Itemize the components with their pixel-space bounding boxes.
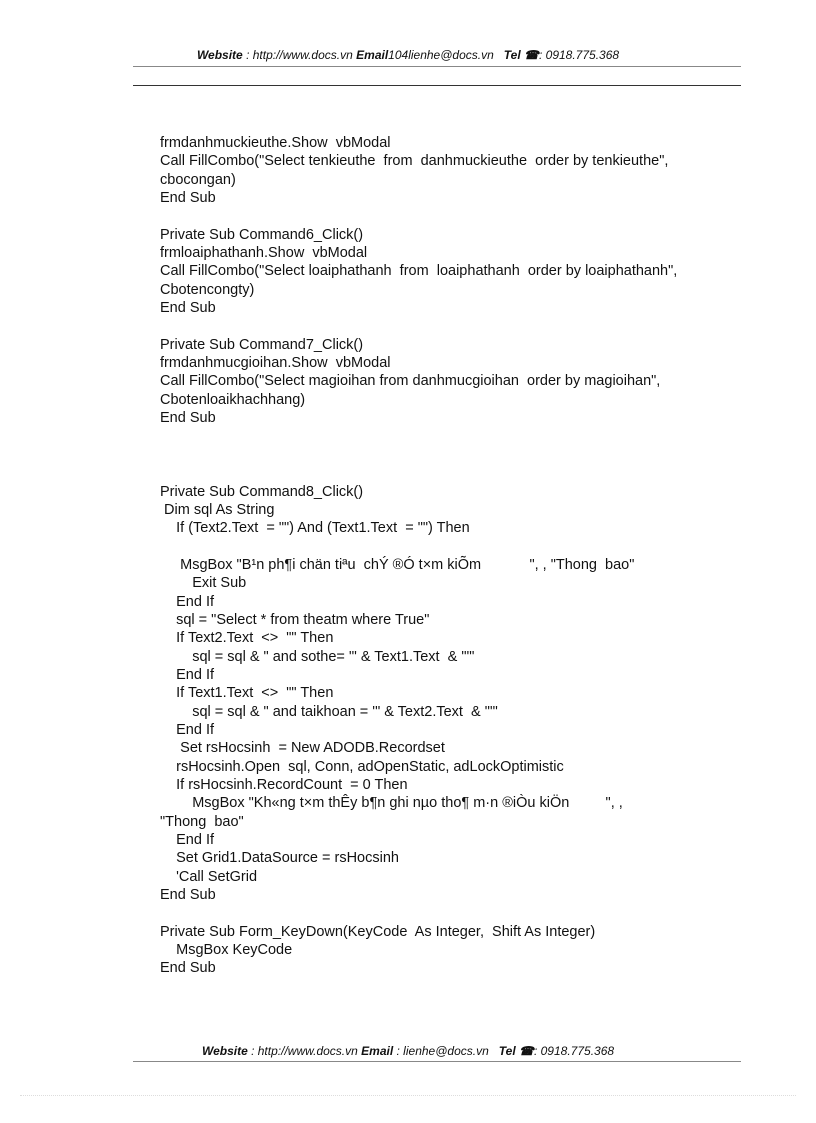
header-tel-value: : 0918.775.368 — [538, 48, 620, 62]
code-line: End Sub — [160, 300, 216, 317]
code-line: 'Call SetGrid — [160, 868, 258, 885]
code-line: frmloaiphathanh.Show vbModal — [160, 245, 368, 262]
code-line: MsgBox "Kh«ng t×m thÊy b¶n ghi nµo tho¶ m·n ®iÒu kiÖn ", , — [160, 795, 623, 812]
header-website-label: Website — [196, 48, 243, 62]
code-line: End If — [160, 666, 214, 683]
code-line: Private Sub Command6_Click() — [160, 226, 364, 243]
page-bottom-edge — [20, 1095, 796, 1096]
code-line: End Sub — [160, 960, 216, 977]
code-line: Dim sql As String — [160, 501, 275, 518]
code-line: If Text1.Text <> "" Then — [160, 685, 334, 702]
code-line: Set rsHocsinh = New ADODB.Recordset — [160, 740, 445, 757]
code-line: Cbotencongty) — [160, 281, 255, 298]
code-line: sql = sql & " and sothe= '" & Text1.Text & "'" — [160, 648, 475, 665]
footer-website-label: Website — [201, 1044, 248, 1058]
code-line: Exit Sub — [160, 575, 247, 592]
code-line: sql = sql & " and taikhoan = '" & Text2.Text & "'" — [160, 703, 498, 720]
code-line: Call FillCombo("Select loaiphathanh from loaiphathanh order by loaiphathanh", — [160, 263, 678, 280]
code-line — [160, 904, 760, 922]
code-line: cbocongan) — [160, 171, 236, 188]
footer-website-link[interactable]: : http://www.docs.vn — [251, 1044, 358, 1058]
footer-tel-value: : 0918.775.368 — [533, 1044, 615, 1058]
code-line: If Text2.Text <> "" Then — [160, 630, 334, 647]
code-line: If (Text2.Text = "") And (Text1.Text = "") Then — [160, 520, 470, 537]
code-line — [160, 207, 760, 225]
code-line: sql = "Select * from theatm where True" — [160, 611, 430, 628]
code-line — [160, 538, 760, 556]
code-line: Private Sub Command7_Click() — [160, 336, 364, 353]
code-line: Call FillCombo("Select magioihan from danhmucgioihan order by magioihan", — [160, 373, 661, 390]
phone-icon: ☎ — [524, 48, 539, 62]
code-line: End Sub — [160, 410, 216, 427]
code-line: Call FillCombo("Select tenkieuthe from danhmuckieuthe order by tenkieuthe", — [160, 153, 669, 170]
code-line: End If — [160, 722, 214, 738]
code-line: End Sub — [160, 190, 216, 207]
page-header — [0, 48, 816, 62]
header-rule-thin — [133, 66, 741, 67]
header-email-link[interactable]: lienhe@docs.vn — [408, 48, 494, 62]
header-tel-label: Tel — [503, 48, 521, 62]
code-line: End Sub — [160, 887, 216, 904]
code-line: Private Sub Form_KeyDown(KeyCode As Integer, Shift As Integer) — [160, 923, 596, 940]
header-website-link[interactable]: : http://www.docs.vn — [246, 48, 353, 62]
page-number: 104 — [388, 48, 409, 62]
header-rule — [133, 85, 741, 86]
footer-email-label: Email — [361, 1044, 394, 1058]
code-listing — [160, 134, 760, 978]
page-footer — [0, 1044, 816, 1058]
code-line: End If — [160, 593, 214, 610]
code-line: Private Sub Command8_Click() — [160, 483, 364, 500]
code-line: Set Grid1.DataSource = rsHocsinh — [160, 850, 399, 867]
code-line: MsgBox "B¹n ph¶i chän tiªu chÝ ®Ó t×m kiÕm ", , "Thong bao" — [160, 556, 635, 573]
footer-email-link[interactable]: : lienhe@docs.vn — [396, 1044, 489, 1058]
code-line: frmdanhmucgioihan.Show vbModal — [160, 355, 391, 372]
code-line — [160, 446, 760, 464]
code-line: MsgBox KeyCode — [160, 942, 293, 959]
code-line: Cbotenloaikhachhang) — [160, 391, 306, 408]
code-line: End If — [160, 832, 214, 849]
footer-tel-label: Tel — [498, 1044, 516, 1058]
code-line: If rsHocsinh.RecordCount = 0 Then — [160, 777, 408, 794]
header-email-label: Email — [356, 48, 389, 62]
code-line — [160, 464, 760, 482]
code-line: rsHocsinh.Open sql, Conn, adOpenStatic, adLockOptimistic — [160, 758, 564, 775]
code-line: frmdanhmuckieuthe.Show vbModal — [160, 135, 391, 151]
code-line — [160, 317, 760, 335]
code-line: "Thong bao" — [160, 813, 244, 830]
code-line — [160, 428, 760, 446]
footer-rule — [133, 1061, 741, 1062]
phone-icon: ☎ — [519, 1044, 534, 1058]
